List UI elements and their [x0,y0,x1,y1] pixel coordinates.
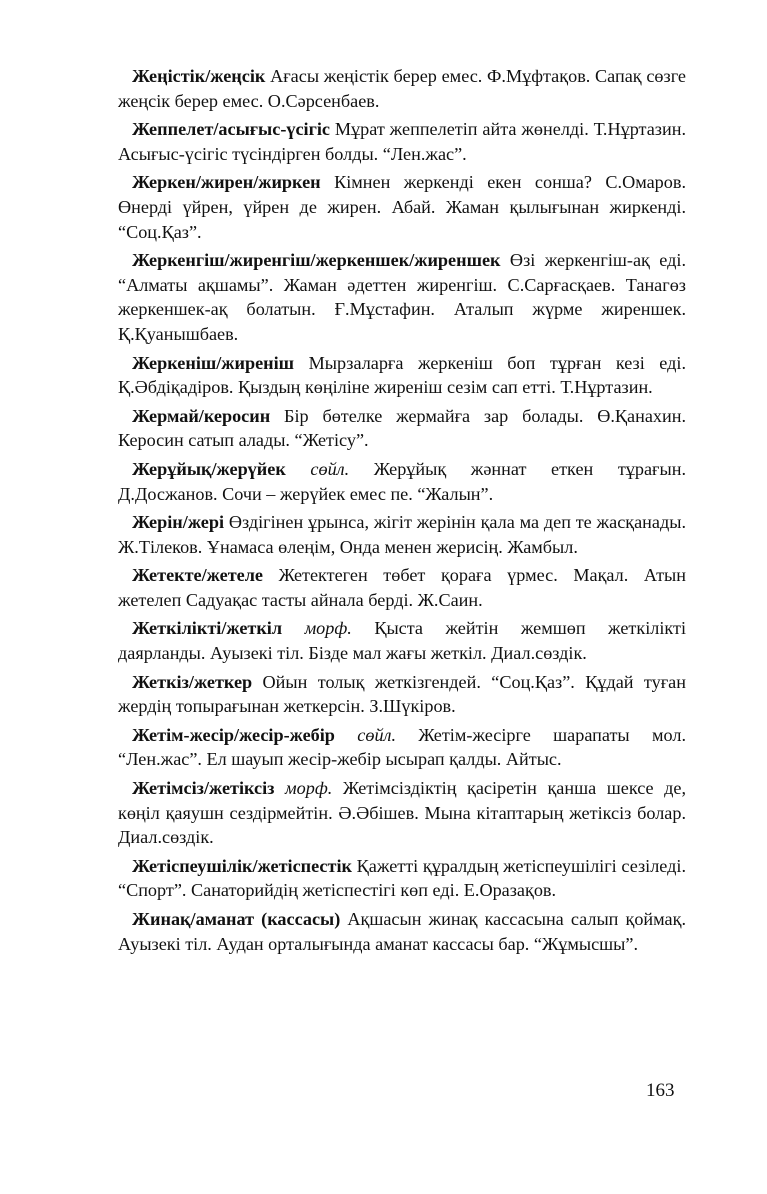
entry-headword: Жеткіз/жеткер [132,671,253,692]
entry-text: Ақшасын жинақ кассасына салып қоймақ. Ауызекі тіл. Аудан орталығында аманат кассасы бар. “Жұмысшы”. [118,909,686,954]
entry-text: Өзі жеркенгіш-ақ еді. “Алматы ақшамы”. Жаман әдеттен жиренгіш. С.Сарғасқаев. Танагөз жеркеншек-ақ болатын. Ғ.Мұстафин. Аталып жүрме жиреншек. Қ.Қуанышбаев. [118,250,686,344]
entry-text: Қыста жейтін жемшөп жеткілікті даярланды. Ауызекі тіл. Бізде мал жағы жеткіл. Диал.сөздік. [118,618,686,664]
entry-text: Жерұйық жәннат еткен тұрағын. Д.Досжанов. Сочи – жерүйек емес пе. “Жалын”. [118,458,687,504]
dictionary-entry [118,117,686,166]
dictionary-entry [118,616,686,665]
entry-text: Өздігінен ұрынса, жігіт жерінін қала ма деп те жасқанады. Ж.Тілеков. Ұнамаса өлеңім, Онда менен жерисің. Жамбыл. [118,512,686,557]
entry-headword: Жетекте/жетеле [132,565,263,586]
entry-headword: Жерін/жері [132,512,225,533]
dictionary-entry [118,776,686,850]
entry-headword: Жерұйық/жерүйек [132,458,286,479]
entry-text: Жетектеген төбет қораға үрмес. Мақал. Атын жетелеп Садуақас тасты айнала берді. Ж.Саин. [118,565,686,610]
entry-label: сөйл. [357,724,397,745]
entry-headword: Жеркенгіш/жиренгіш/жеркеншек/жиреншек [132,250,501,271]
entry-headword: Жермай/керосин [132,405,271,426]
dictionary-entry [118,248,686,346]
entry-headword: Жеткілікті/жеткіл [132,618,283,639]
entry-text: Мырзаларға жеркеніш боп тұрған кезі еді. Қ.Әбдіқадіров. Қыздың көңіліне жиреніш сезім сап етті. Т.Нұртазин. [118,352,686,398]
entry-headword: Жеркен/жирен/жиркен [132,172,321,193]
dictionary-entry [118,670,686,719]
dictionary-entry [118,510,686,559]
entry-text: Жетімсіздіктің қасіретін қанша шексе де, көңіл қаяушн сездірмейтін. Ә.Әбішев. Мына кітаптарың жетіксіз болар. Диал.сөздік. [118,778,686,848]
entry-headword: Жетіспеушілік/жетіспестік [132,855,352,876]
entry-label: морф. [304,618,352,639]
entry-headword: Жинақ/аманат (кассасы) [132,909,341,929]
entry-headword: Жетімсіз/жетіксіз [132,778,275,799]
entry-text: Бір бөтелке жермайға зар болады. Ө.Қанахин. Керосин сатып алады. “Жетісу”. [118,405,686,451]
entry-text: Мұрат жеппелетіп айта жөнелді. Т.Нұртазин. Асығыс-үсігіс түсіндірген болды. “Лен.жас”. [118,119,686,164]
page-number: 163 [646,1080,675,1101]
dictionary-entry [118,907,686,956]
dictionary-entry [118,170,686,244]
entry-headword: Жеркеніш/жиреніш [132,352,295,373]
entry-label: сөйл. [310,458,350,479]
entry-text: Қажетті құралдың жетіспеушілігі сезіледі. “Спорт”. Санаторийдің жетіспестігі көп еді. Е.Оразақов. [118,855,686,901]
dictionary-entry [118,351,686,400]
dictionary-entry [118,457,686,506]
entries-column [118,64,686,960]
entry-headword: Жеңістік/жеңсік [132,66,266,86]
dictionary-entry [118,854,686,903]
entry-headword: Жеппелет/асығыс-үсігіс [132,119,330,140]
entry-text: Ағасы жеңістік берер емес. Ф.Мұфтақов. Сапақ сөзге жеңсік берер емес. О.Сәрсенбаев. [118,66,686,111]
entry-label: морф. [285,778,333,799]
dictionary-entry [118,64,686,113]
entry-text: Жетім-жесірге шарапаты мол. “Лен.жас”. Ел шауып жесір-жебір ысырап қалды. Айтыс. [118,724,687,770]
dictionary-entry [118,404,686,453]
entry-text: Ойын толық жеткізгендей. “Соц.Қаз”. Құдай туған жердің топырағынан жеткерсін. З.Шүкіров. [118,671,686,717]
dictionary-entry [118,723,686,772]
entry-text: Кімнен жеркенді екен соншa? С.Омаров. Өнерді үйрен, үйрен де жирен. Абай. Жаман қылығынан жиркенді. “Соц.Қаз”. [118,172,686,242]
dictionary-entry [118,563,686,612]
entry-headword: Жетім-жесір/жесір-жебір [132,724,335,745]
